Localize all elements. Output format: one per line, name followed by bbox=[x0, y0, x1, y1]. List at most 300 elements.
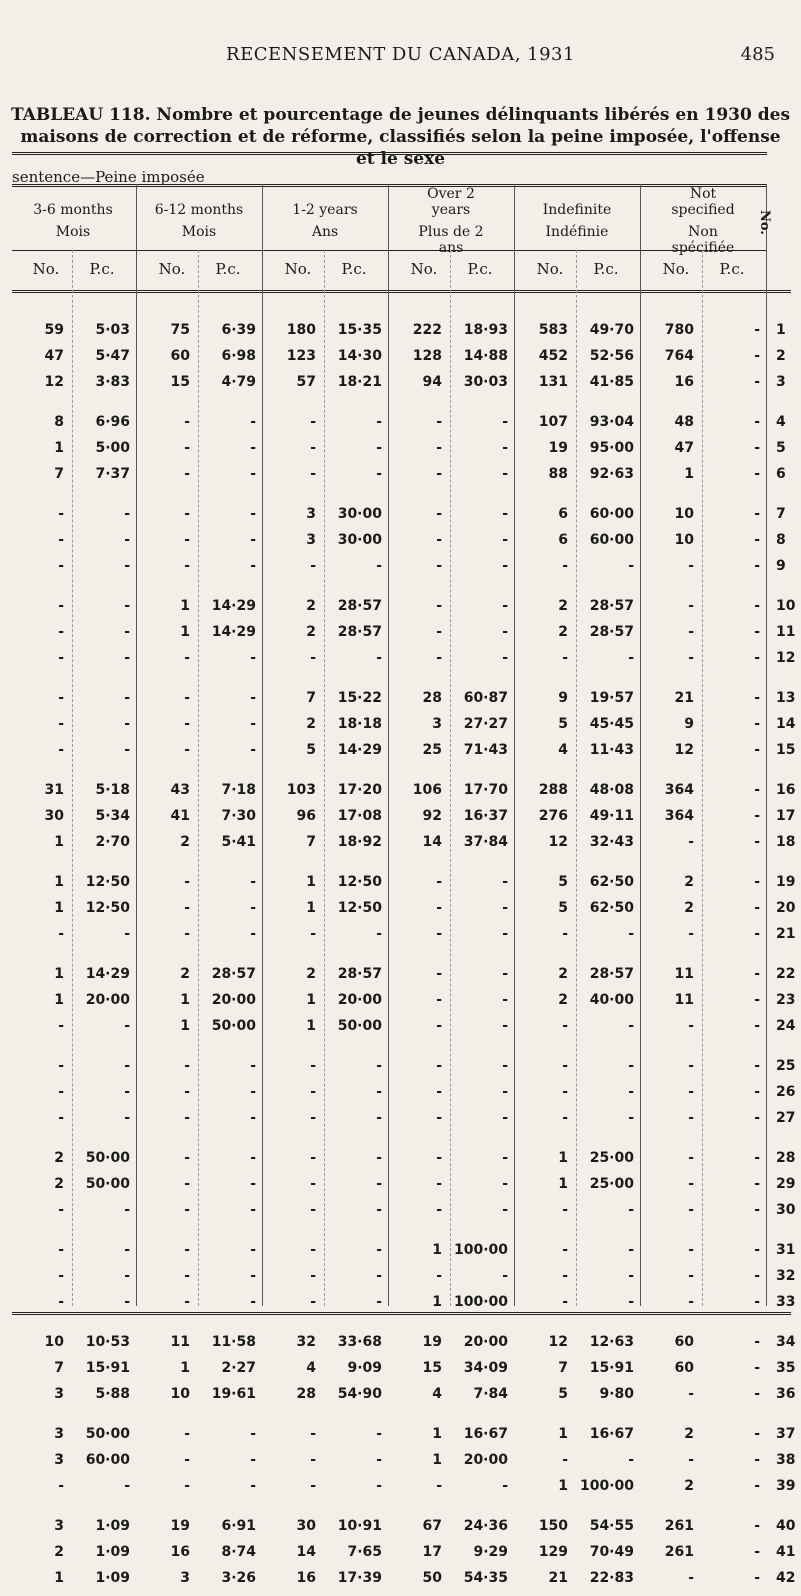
sub-header-number: No. bbox=[158, 260, 186, 278]
table-row bbox=[0, 926, 801, 952]
row-number: 7 bbox=[776, 506, 786, 522]
cell-number: - bbox=[310, 1110, 316, 1126]
row-number: 3 bbox=[776, 374, 786, 390]
cell-percent: - bbox=[250, 1478, 256, 1494]
cell-number: 15 bbox=[422, 1360, 442, 1376]
cell-percent: - bbox=[754, 1570, 760, 1586]
cell-number: - bbox=[58, 506, 64, 522]
cell-percent: - bbox=[628, 650, 634, 666]
cell-number: - bbox=[436, 1058, 442, 1074]
cell-percent: 6·39 bbox=[221, 322, 256, 338]
cell-number: 9 bbox=[558, 690, 568, 706]
cell-number: - bbox=[58, 742, 64, 758]
cell-percent: - bbox=[250, 1452, 256, 1468]
cell-percent: 20·00 bbox=[337, 992, 382, 1008]
cell-percent: 12·63 bbox=[589, 1334, 634, 1350]
cell-percent: 71·43 bbox=[463, 742, 508, 758]
cell-percent: 25·00 bbox=[589, 1150, 634, 1166]
cell-number: 5 bbox=[558, 1386, 568, 1402]
cell-percent: - bbox=[250, 1176, 256, 1192]
column-header-french: Ans bbox=[311, 224, 339, 240]
cell-percent: - bbox=[376, 466, 382, 482]
cell-number: - bbox=[688, 1084, 694, 1100]
row-number: 5 bbox=[776, 440, 786, 456]
cell-percent: - bbox=[502, 466, 508, 482]
cell-percent: - bbox=[754, 440, 760, 456]
table-row bbox=[0, 440, 801, 466]
sub-header-percent: P.c. bbox=[215, 260, 241, 278]
row-number: 8 bbox=[776, 532, 786, 548]
cell-percent: 16·67 bbox=[463, 1426, 508, 1442]
cell-percent: 4·79 bbox=[221, 374, 256, 390]
cell-number: - bbox=[562, 1058, 568, 1074]
cell-percent: 28·57 bbox=[589, 598, 634, 614]
cell-number: 5 bbox=[558, 900, 568, 916]
cell-number: - bbox=[58, 1478, 64, 1494]
cell-percent: - bbox=[628, 1268, 634, 1284]
row-number: 41 bbox=[776, 1544, 796, 1560]
cell-percent: - bbox=[502, 966, 508, 982]
cell-percent: - bbox=[754, 1518, 760, 1534]
cell-number: - bbox=[436, 650, 442, 666]
cell-number: - bbox=[184, 440, 190, 456]
cell-number: 103 bbox=[286, 782, 316, 798]
cell-percent: 14·30 bbox=[337, 348, 382, 364]
cell-percent: 12·50 bbox=[337, 874, 382, 890]
cell-percent: - bbox=[502, 1110, 508, 1126]
table-row bbox=[0, 1478, 801, 1504]
cell-number: 11 bbox=[674, 992, 694, 1008]
table-row bbox=[0, 466, 801, 492]
cell-number: - bbox=[562, 1110, 568, 1126]
cell-percent: - bbox=[754, 374, 760, 390]
table-row bbox=[0, 1386, 801, 1412]
column-header bbox=[640, 186, 766, 256]
cell-number: - bbox=[58, 650, 64, 666]
cell-percent: 30·03 bbox=[463, 374, 508, 390]
cell-number: - bbox=[184, 926, 190, 942]
cell-number: 2 bbox=[684, 874, 694, 890]
cell-percent: 22·83 bbox=[589, 1570, 634, 1586]
cell-number: - bbox=[688, 624, 694, 640]
page-number: 485 bbox=[740, 44, 775, 65]
cell-percent: 6·91 bbox=[221, 1518, 256, 1534]
cell-number: 17 bbox=[422, 1544, 442, 1560]
cell-number: - bbox=[436, 598, 442, 614]
cell-percent: 24·36 bbox=[463, 1518, 508, 1534]
row-number: 24 bbox=[776, 1018, 796, 1034]
row-number: 12 bbox=[776, 650, 796, 666]
cell-number: 14 bbox=[296, 1544, 316, 1560]
cell-number: 96 bbox=[296, 808, 316, 824]
cell-number: 106 bbox=[412, 782, 442, 798]
cell-percent: 9·80 bbox=[599, 1386, 634, 1402]
cell-number: - bbox=[310, 414, 316, 430]
cell-percent: - bbox=[250, 1058, 256, 1074]
cell-number: - bbox=[688, 1202, 694, 1218]
cell-number: - bbox=[436, 1478, 442, 1494]
table-row bbox=[0, 1176, 801, 1202]
cell-percent: - bbox=[250, 900, 256, 916]
cell-number: 48 bbox=[674, 414, 694, 430]
row-number: 30 bbox=[776, 1202, 796, 1218]
cell-number: 32 bbox=[296, 1334, 316, 1350]
cell-percent: 8·74 bbox=[221, 1544, 256, 1560]
cell-number: - bbox=[184, 532, 190, 548]
cell-percent: 48·08 bbox=[589, 782, 634, 798]
table-row bbox=[0, 1058, 801, 1084]
cell-percent: 5·34 bbox=[95, 808, 130, 824]
cell-number: - bbox=[688, 1018, 694, 1034]
cell-number: - bbox=[436, 624, 442, 640]
cell-number: 60 bbox=[674, 1360, 694, 1376]
cell-percent: - bbox=[250, 1242, 256, 1258]
cell-number: 1 bbox=[306, 1018, 316, 1034]
cell-percent: - bbox=[754, 1202, 760, 1218]
cell-number: - bbox=[436, 506, 442, 522]
table-body bbox=[0, 322, 801, 1596]
cell-number: - bbox=[436, 1084, 442, 1100]
table-row bbox=[0, 992, 801, 1018]
cell-number: - bbox=[688, 1058, 694, 1074]
cell-percent: - bbox=[754, 1478, 760, 1494]
cell-number: 67 bbox=[422, 1518, 442, 1534]
cell-percent: - bbox=[502, 992, 508, 1008]
cell-percent: - bbox=[124, 558, 130, 574]
cell-percent: 54·35 bbox=[463, 1570, 508, 1586]
cell-number: - bbox=[310, 1426, 316, 1442]
cell-percent: 5·47 bbox=[95, 348, 130, 364]
cell-number: 11 bbox=[170, 1334, 190, 1350]
cell-percent: - bbox=[124, 532, 130, 548]
cell-percent: - bbox=[502, 624, 508, 640]
cell-percent: 60·00 bbox=[589, 506, 634, 522]
column-header bbox=[388, 186, 514, 256]
cell-percent: 17·08 bbox=[337, 808, 382, 824]
cell-number: 7 bbox=[54, 1360, 64, 1376]
cell-percent: 1·09 bbox=[95, 1544, 130, 1560]
cell-percent: - bbox=[250, 690, 256, 706]
cell-percent: - bbox=[502, 1478, 508, 1494]
cell-percent: - bbox=[250, 466, 256, 482]
cell-number: - bbox=[184, 466, 190, 482]
cell-number: - bbox=[58, 716, 64, 732]
sub-header-percent: P.c. bbox=[593, 260, 619, 278]
cell-number: - bbox=[562, 558, 568, 574]
cell-percent: 49·70 bbox=[589, 322, 634, 338]
cell-number: - bbox=[184, 414, 190, 430]
cell-percent: - bbox=[754, 1294, 760, 1310]
cell-number: 1 bbox=[54, 1570, 64, 1586]
cell-number: 1 bbox=[558, 1426, 568, 1442]
cell-percent: 14·29 bbox=[337, 742, 382, 758]
cell-number: - bbox=[58, 1110, 64, 1126]
cell-percent: - bbox=[502, 900, 508, 916]
cell-number: 764 bbox=[664, 348, 694, 364]
cell-percent: - bbox=[754, 650, 760, 666]
cell-percent: 92·63 bbox=[589, 466, 634, 482]
cell-number: - bbox=[184, 1478, 190, 1494]
cell-number: 129 bbox=[538, 1544, 568, 1560]
cell-percent: - bbox=[250, 1426, 256, 1442]
cell-percent: 16·67 bbox=[589, 1426, 634, 1442]
cell-number: - bbox=[184, 900, 190, 916]
cell-number: 1 bbox=[306, 992, 316, 1008]
cell-number: - bbox=[310, 1478, 316, 1494]
cell-number: - bbox=[688, 834, 694, 850]
table-row bbox=[0, 1202, 801, 1228]
cell-percent: 40·00 bbox=[589, 992, 634, 1008]
row-number-header: No. bbox=[757, 210, 772, 235]
table-bottom-rule bbox=[12, 1312, 791, 1315]
cell-percent: - bbox=[124, 1018, 130, 1034]
cell-number: - bbox=[436, 1018, 442, 1034]
cell-percent: 49·11 bbox=[589, 808, 634, 824]
cell-percent: 41·85 bbox=[589, 374, 634, 390]
cell-percent: - bbox=[376, 1150, 382, 1166]
cell-percent: 17·39 bbox=[337, 1570, 382, 1586]
cell-number: - bbox=[436, 926, 442, 942]
cell-percent: - bbox=[754, 1018, 760, 1034]
column-header-french: Plus de 2 ans bbox=[418, 224, 484, 256]
cell-percent: - bbox=[502, 1202, 508, 1218]
cell-percent: 28·57 bbox=[337, 624, 382, 640]
cell-percent: - bbox=[250, 414, 256, 430]
cell-number: 92 bbox=[422, 808, 442, 824]
cell-number: 3 bbox=[54, 1426, 64, 1442]
column-header-english: 6-12 months bbox=[154, 202, 244, 218]
cell-number: - bbox=[310, 466, 316, 482]
cell-number: 88 bbox=[548, 466, 568, 482]
cell-percent: 28·57 bbox=[337, 966, 382, 982]
cell-number: 94 bbox=[422, 374, 442, 390]
cell-percent: 60·00 bbox=[85, 1452, 130, 1468]
cell-number: 4 bbox=[306, 1360, 316, 1376]
cell-number: 43 bbox=[170, 782, 190, 798]
cell-percent: 37·84 bbox=[463, 834, 508, 850]
table-row bbox=[0, 348, 801, 374]
cell-percent: - bbox=[376, 1202, 382, 1218]
cell-number: 30 bbox=[296, 1518, 316, 1534]
cell-percent: - bbox=[754, 1242, 760, 1258]
cell-percent: 12·50 bbox=[85, 900, 130, 916]
cell-percent: - bbox=[754, 900, 760, 916]
cell-percent: 19·61 bbox=[211, 1386, 256, 1402]
cell-percent: - bbox=[754, 466, 760, 482]
cell-percent: - bbox=[628, 1452, 634, 1468]
cell-number: 3 bbox=[306, 506, 316, 522]
cell-percent: 30·00 bbox=[337, 506, 382, 522]
cell-number: - bbox=[688, 1386, 694, 1402]
sub-header-number: No. bbox=[536, 260, 564, 278]
cell-percent: 28·57 bbox=[589, 966, 634, 982]
cell-number: - bbox=[184, 506, 190, 522]
cell-percent: - bbox=[628, 1202, 634, 1218]
title-rule bbox=[12, 152, 767, 155]
row-number: 17 bbox=[776, 808, 796, 824]
cell-percent: - bbox=[628, 1018, 634, 1034]
cell-percent: - bbox=[250, 1294, 256, 1310]
cell-percent: - bbox=[502, 1018, 508, 1034]
row-number: 35 bbox=[776, 1360, 796, 1376]
cell-number: 60 bbox=[170, 348, 190, 364]
column-header-english: Indefinite bbox=[542, 202, 612, 218]
cell-number: - bbox=[688, 1294, 694, 1310]
cell-number: 3 bbox=[54, 1452, 64, 1468]
cell-number: - bbox=[310, 1176, 316, 1192]
cell-percent: - bbox=[754, 1268, 760, 1284]
cell-percent: - bbox=[754, 926, 760, 942]
cell-percent: 95·00 bbox=[589, 440, 634, 456]
row-number: 33 bbox=[776, 1294, 796, 1310]
cell-number: - bbox=[184, 1110, 190, 1126]
cell-number: 15 bbox=[170, 374, 190, 390]
cell-percent: 15·22 bbox=[337, 690, 382, 706]
cell-percent: - bbox=[124, 1110, 130, 1126]
sub-header-number: No. bbox=[32, 260, 60, 278]
cell-percent: - bbox=[124, 1268, 130, 1284]
row-number: 6 bbox=[776, 466, 786, 482]
cell-percent: - bbox=[250, 1084, 256, 1100]
cell-percent: - bbox=[376, 1426, 382, 1442]
cell-percent: - bbox=[754, 966, 760, 982]
cell-percent: 6·96 bbox=[95, 414, 130, 430]
table-row bbox=[0, 716, 801, 742]
cell-percent: 19·57 bbox=[589, 690, 634, 706]
cell-number: 3 bbox=[54, 1518, 64, 1534]
cell-percent: 50·00 bbox=[211, 1018, 256, 1034]
cell-percent: 20·00 bbox=[463, 1452, 508, 1468]
cell-percent: - bbox=[124, 1294, 130, 1310]
cell-number: 1 bbox=[306, 900, 316, 916]
cell-number: 1 bbox=[180, 1360, 190, 1376]
cell-number: - bbox=[688, 1242, 694, 1258]
cell-percent: - bbox=[754, 874, 760, 890]
table-row bbox=[0, 1544, 801, 1570]
cell-number: - bbox=[436, 900, 442, 916]
cell-percent: 62·50 bbox=[589, 874, 634, 890]
table-row bbox=[0, 900, 801, 926]
cell-percent: - bbox=[376, 558, 382, 574]
cell-percent: 2·70 bbox=[95, 834, 130, 850]
cell-number: - bbox=[688, 1176, 694, 1192]
cell-number: 47 bbox=[44, 348, 64, 364]
cell-percent: - bbox=[376, 926, 382, 942]
cell-percent: - bbox=[502, 506, 508, 522]
sub-header-percent: P.c. bbox=[341, 260, 367, 278]
table-row bbox=[0, 1294, 801, 1320]
cell-percent: - bbox=[502, 1058, 508, 1074]
table-row bbox=[0, 322, 801, 348]
row-number: 31 bbox=[776, 1242, 796, 1258]
cell-percent: - bbox=[754, 1386, 760, 1402]
cell-number: - bbox=[310, 1202, 316, 1218]
column-header-french: Non spécifiée bbox=[671, 224, 735, 256]
cell-number: 2 bbox=[684, 1478, 694, 1494]
cell-percent: - bbox=[754, 1452, 760, 1468]
row-number: 20 bbox=[776, 900, 796, 916]
cell-number: - bbox=[562, 1084, 568, 1100]
cell-number: 4 bbox=[432, 1386, 442, 1402]
table-row bbox=[0, 532, 801, 558]
cell-number: - bbox=[184, 1150, 190, 1166]
cell-number: - bbox=[562, 1268, 568, 1284]
cell-number: 5 bbox=[558, 874, 568, 890]
row-number: 16 bbox=[776, 782, 796, 798]
cell-number: 261 bbox=[664, 1544, 694, 1560]
cell-number: 1 bbox=[306, 874, 316, 890]
cell-number: 16 bbox=[170, 1544, 190, 1560]
cell-number: 261 bbox=[664, 1518, 694, 1534]
cell-number: 1 bbox=[558, 1478, 568, 1494]
cell-number: 8 bbox=[54, 414, 64, 430]
cell-percent: - bbox=[754, 1360, 760, 1376]
cell-number: - bbox=[436, 992, 442, 1008]
cell-number: 10 bbox=[674, 532, 694, 548]
cell-number: 19 bbox=[422, 1334, 442, 1350]
cell-percent: 5·88 bbox=[95, 1386, 130, 1402]
cell-percent: 20·00 bbox=[463, 1334, 508, 1350]
table-row bbox=[0, 1018, 801, 1044]
cell-number: - bbox=[58, 1242, 64, 1258]
cell-percent: 17·70 bbox=[463, 782, 508, 798]
cell-percent: 2·27 bbox=[221, 1360, 256, 1376]
cell-number: - bbox=[310, 650, 316, 666]
cell-percent: - bbox=[376, 414, 382, 430]
cell-number: - bbox=[688, 1110, 694, 1126]
row-number: 13 bbox=[776, 690, 796, 706]
cell-number: - bbox=[310, 440, 316, 456]
table-row bbox=[0, 782, 801, 808]
cell-percent: - bbox=[124, 1202, 130, 1218]
table-row bbox=[0, 966, 801, 992]
cell-percent: 6·98 bbox=[221, 348, 256, 364]
cell-percent: - bbox=[376, 1110, 382, 1126]
cell-percent: - bbox=[250, 1150, 256, 1166]
cell-number: 47 bbox=[674, 440, 694, 456]
cell-number: 3 bbox=[54, 1386, 64, 1402]
row-number: 42 bbox=[776, 1570, 796, 1586]
column-header bbox=[514, 202, 640, 240]
table-title: TABLEAU 118. Nombre et pourcentage de jeunes délinquants libérés en 1930 des maisons de correction et de réforme, classifiés selon la peine imposée, l'offense et le sexe bbox=[10, 105, 791, 169]
cell-number: - bbox=[58, 598, 64, 614]
cell-percent: - bbox=[250, 874, 256, 890]
cell-number: 3 bbox=[180, 1570, 190, 1586]
cell-percent: - bbox=[124, 1084, 130, 1100]
cell-number: - bbox=[436, 1176, 442, 1192]
cell-percent: 10·53 bbox=[85, 1334, 130, 1350]
cell-percent: - bbox=[376, 1176, 382, 1192]
cell-number: - bbox=[184, 650, 190, 666]
cell-percent: - bbox=[502, 1084, 508, 1100]
cell-percent: 54·55 bbox=[589, 1518, 634, 1534]
table-row bbox=[0, 742, 801, 768]
table-row bbox=[0, 1242, 801, 1268]
table-row bbox=[0, 1518, 801, 1544]
column-header-french: Mois bbox=[55, 224, 91, 240]
cell-percent: - bbox=[754, 1544, 760, 1560]
cell-number: 9 bbox=[684, 716, 694, 732]
cell-percent: - bbox=[250, 1202, 256, 1218]
row-number: 27 bbox=[776, 1110, 796, 1126]
cell-percent: - bbox=[754, 1150, 760, 1166]
cell-percent: - bbox=[754, 1110, 760, 1126]
cell-number: - bbox=[562, 1452, 568, 1468]
cell-percent: - bbox=[754, 1334, 760, 1350]
cell-percent: - bbox=[376, 650, 382, 666]
cell-number: - bbox=[184, 1176, 190, 1192]
cell-percent: 60·00 bbox=[589, 532, 634, 548]
